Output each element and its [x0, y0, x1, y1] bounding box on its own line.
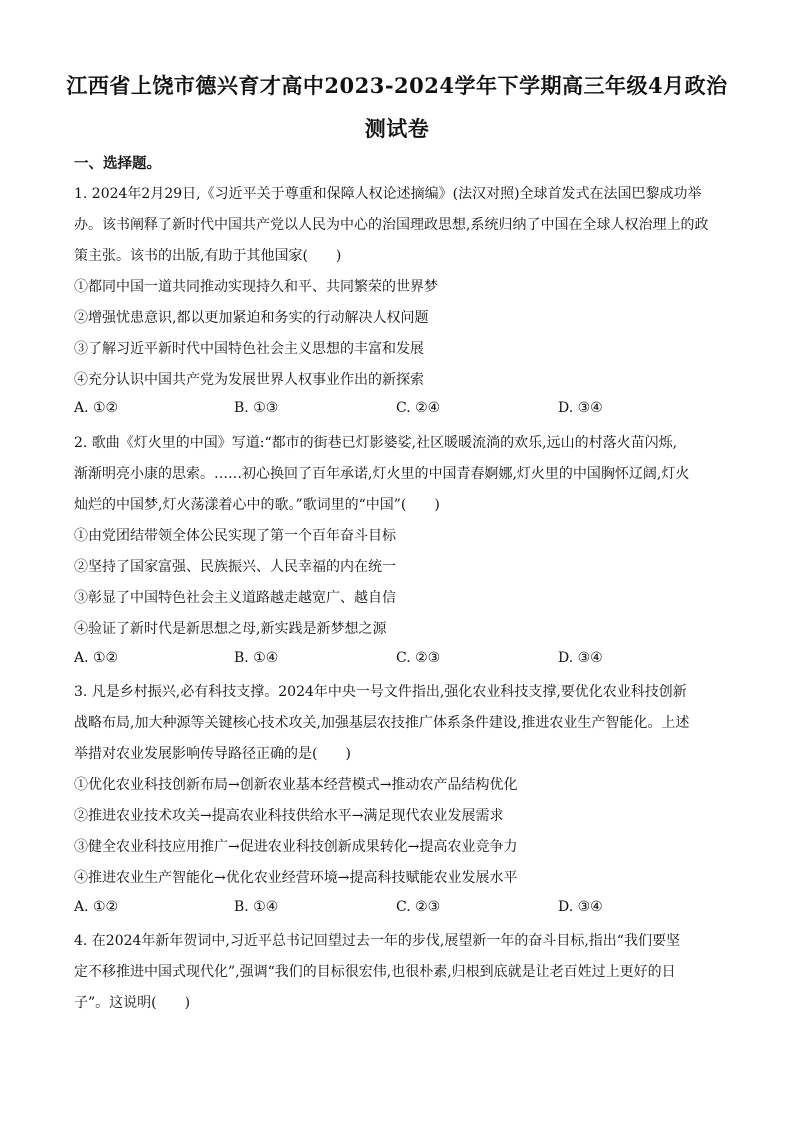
q4-stem-line2: 定不移推进中国式现代化”,强调“我们的目标很宏伟,也很朴素,归根到底就是让老百姓过上更好的日 [74, 964, 676, 980]
q1-statement-2: ②增强忧患意识,都以更加紧迫和务实的行动解决人权问题 [74, 310, 429, 326]
exam-title-line1: 江西省上饶市德兴育才高中2023-2024学年下学期高三年级4月政治 [66, 73, 728, 98]
q2-statement-4: ④验证了新时代是新思想之母,新实践是新梦想之源 [74, 621, 387, 637]
exam-title-line2: 测试卷 [364, 116, 430, 141]
q1-statement-1: ①都同中国一道共同推动实现持久和平、共同繁荣的世界梦 [74, 279, 438, 295]
q3-option-d: D. ③④ [558, 899, 603, 915]
q1-option-d: D. ③④ [558, 400, 603, 416]
q2-options [74, 650, 724, 670]
section-heading: 一、选择题。 [74, 155, 161, 172]
q1-options [74, 400, 724, 420]
q1-option-b: B. ①③ [234, 400, 279, 416]
q2-option-b: B. ①④ [234, 650, 279, 666]
q1-stem-line3: 策主张。该书的出版,有助于其他国家( ) [74, 248, 342, 264]
q2-statement-2: ②坚持了国家富强、民族振兴、人民幸福的内在统一 [74, 559, 396, 575]
q3-stem-line2: 战略布局,加大种源等关键核心技术攻关,加强基层农技推广体系条件建设,推进农业生产智能化。上述 [74, 715, 690, 731]
q3-statement-1: ①优化农业科技创新布局→创新农业基本经营模式→推动农产品结构优化 [74, 777, 518, 793]
q2-statement-3: ③彰显了中国特色社会主义道路越走越宽广、越自信 [74, 590, 396, 606]
q3-options [74, 899, 724, 919]
q1-option-c: C. ②④ [396, 400, 441, 416]
q3-statement-2: ②推进农业技术攻关→提高农业科技供给水平→满足现代农业发展需求 [74, 808, 504, 824]
q1-stem-line2: 办。该书阐释了新时代中国共产党以人民为中心的治国理政思想,系统归纳了中国在全球人权治理上的政 [74, 217, 709, 233]
q2-option-c: C. ②③ [396, 650, 441, 666]
q4-stem-line3: 子”。这说明( ) [74, 995, 191, 1011]
q2-stem-line1: 2. 歌曲《灯火里的中国》写道:“都市的街巷已灯影婆娑,社区暖暖流淌的欢乐,远山的村落火苗闪烁, [74, 435, 678, 451]
q2-option-a: A. ①② [74, 650, 119, 666]
q1-stem-line1: 1. 2024年2月29日,《习近平关于尊重和保障人权论述摘编》(法汉对照)全球首发式在法国巴黎成功举 [74, 186, 702, 202]
q2-stem-line2: 渐渐明亮小康的思索。……初心换回了百年承诺,灯火里的中国青春婀娜,灯火里的中国胸怀辽阔,灯火 [74, 466, 690, 482]
q3-statement-3: ③健全农业科技应用推广→促进农业科技创新成果转化→提高农业竞争力 [74, 839, 518, 855]
q4-stem-line1: 4. 在2024年新年贺词中,习近平总书记回望过去一年的步伐,展望新一年的奋斗目标,指出“我们要坚 [74, 933, 680, 949]
q1-option-a: A. ①② [74, 400, 119, 416]
q3-statement-4: ④推进农业生产智能化→优化农业经营环境→提高科技赋能农业发展水平 [74, 870, 518, 886]
q1-statement-3: ③了解习近平新时代中国特色社会主义思想的丰富和发展 [74, 341, 424, 357]
q2-option-d: D. ③④ [558, 650, 603, 666]
q3-stem-line1: 3. 凡是乡村振兴,必有科技支撑。2024年中央一号文件指出,强化农业科技支撑,要优化农业科技创新 [74, 684, 687, 700]
q3-option-b: B. ①④ [234, 899, 279, 915]
q3-option-c: C. ②③ [396, 899, 441, 915]
q3-option-a: A. ①② [74, 899, 119, 915]
q2-statement-1: ①由党团结带领全体公民实现了第一个百年奋斗目标 [74, 528, 396, 544]
q2-stem-line3: 灿烂的中国梦,灯火荡漾着心中的歌。”歌词里的“中国”( ) [74, 497, 440, 513]
q3-stem-line3: 举措对农业发展影响传导路径正确的是( ) [74, 746, 351, 762]
q1-statement-4: ④充分认识中国共产党为发展世界人权事业作出的新探索 [74, 372, 424, 388]
